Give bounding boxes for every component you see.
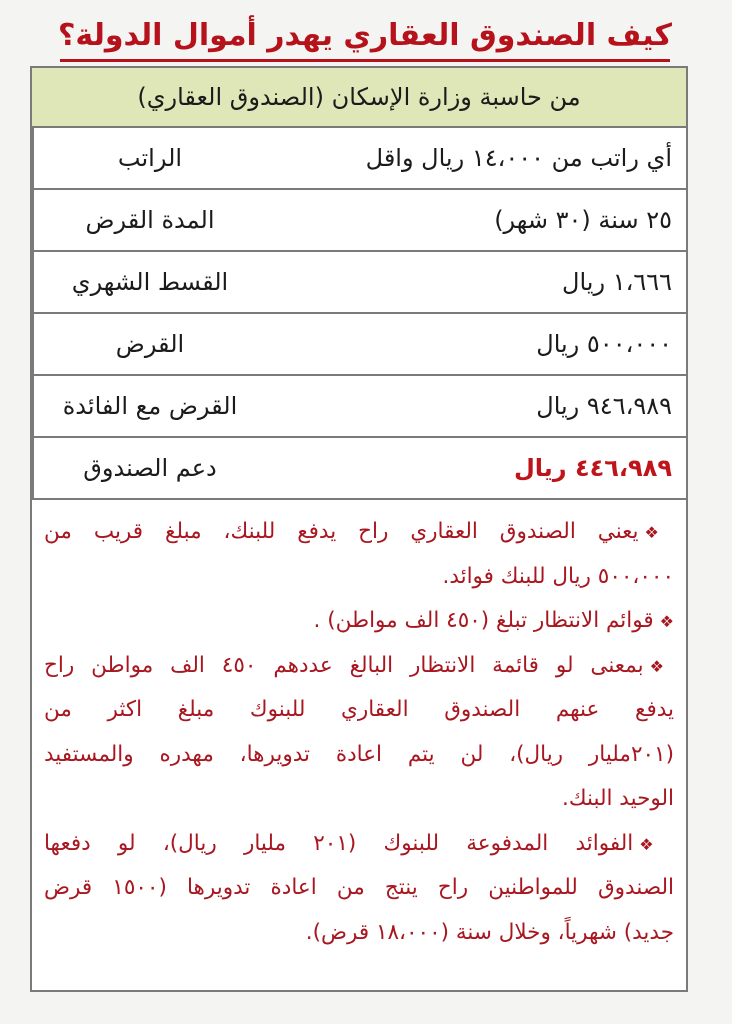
table-header: من حاسبة وزارة الإسكان (الصندوق العقاري) — [32, 68, 686, 128]
row-value-fund-support: ٤٤٦،٩٨٩ ريال — [266, 437, 686, 499]
row-label-duration: المدة القرض — [33, 189, 266, 251]
note-line: ❖بمعنى لو قائمة الانتظار البالغ عددهم ٤٥٠ الف مواطن راح — [44, 652, 674, 678]
diamond-bullet-icon: ❖ — [639, 834, 674, 854]
page-title — [20, 14, 710, 58]
note-line: (٢٠١مليار ريال)، لن يتم اعادة تدويرها، مهدره والمستفيد — [44, 741, 674, 767]
note-line: ❖قوائم الانتظار تبلغ (٤٥٠ الف مواطن) . — [313, 608, 674, 633]
note-line: ٥٠٠،٠٠٠ ريال للبنك فوائد. — [442, 563, 674, 589]
table-row — [33, 437, 686, 499]
row-label-loan: القرض — [33, 313, 266, 375]
note-line: الصندوق للمواطنين راح ينتج من اعادة تدويرها (١٥٠٠ قرض — [44, 875, 674, 900]
table-row — [33, 375, 686, 437]
row-value-monthly: ١،٦٦٦ ريال — [266, 251, 686, 313]
row-value-salary: أي راتب من ١٤،٠٠٠ ريال واقل — [266, 128, 686, 189]
note-line: الوحيد البنك. — [562, 786, 674, 811]
calculator-table — [30, 66, 688, 992]
title-underline — [60, 59, 670, 62]
diamond-bullet-icon: ❖ — [659, 612, 674, 631]
table-row — [33, 189, 686, 251]
row-value-loan: ٥٠٠،٠٠٠ ريال — [266, 313, 686, 375]
page-title-text: كيف الصندوق العقاري يهدر أموال الدولة؟ — [58, 18, 672, 53]
row-label-fund-support: دعم الصندوق — [33, 437, 266, 499]
table-row — [33, 128, 686, 189]
row-value-duration: ٢٥ سنة (٣٠ شهر) — [266, 189, 686, 251]
notes-section — [32, 500, 686, 955]
table-row — [33, 313, 686, 375]
table-row — [33, 251, 686, 313]
row-label-monthly: القسط الشهري — [33, 251, 266, 313]
note-line: ❖الفوائد المدفوعة للبنوك (٢٠١ مليار ريال)، لو دفعها — [44, 830, 674, 856]
diamond-bullet-icon: ❖ — [649, 656, 674, 676]
info-table — [32, 128, 686, 500]
diamond-bullet-icon: ❖ — [644, 523, 674, 542]
note-line: يدفع عنهم الصندوق العقاري للبنوك مبلغ اكثر من — [44, 697, 674, 722]
note-line: ❖يعني الصندوق العقاري راح يدفع للبنك، مبلغ قريب من — [44, 519, 674, 544]
note-line: جديد) شهرياً، وخلال سنة (١٨،٠٠٠ قرض). — [305, 919, 674, 945]
row-value-loan-interest: ٩٤٦،٩٨٩ ريال — [266, 375, 686, 437]
row-label-salary: الراتب — [33, 128, 266, 189]
row-label-loan-interest: القرض مع الفائدة — [33, 375, 266, 437]
